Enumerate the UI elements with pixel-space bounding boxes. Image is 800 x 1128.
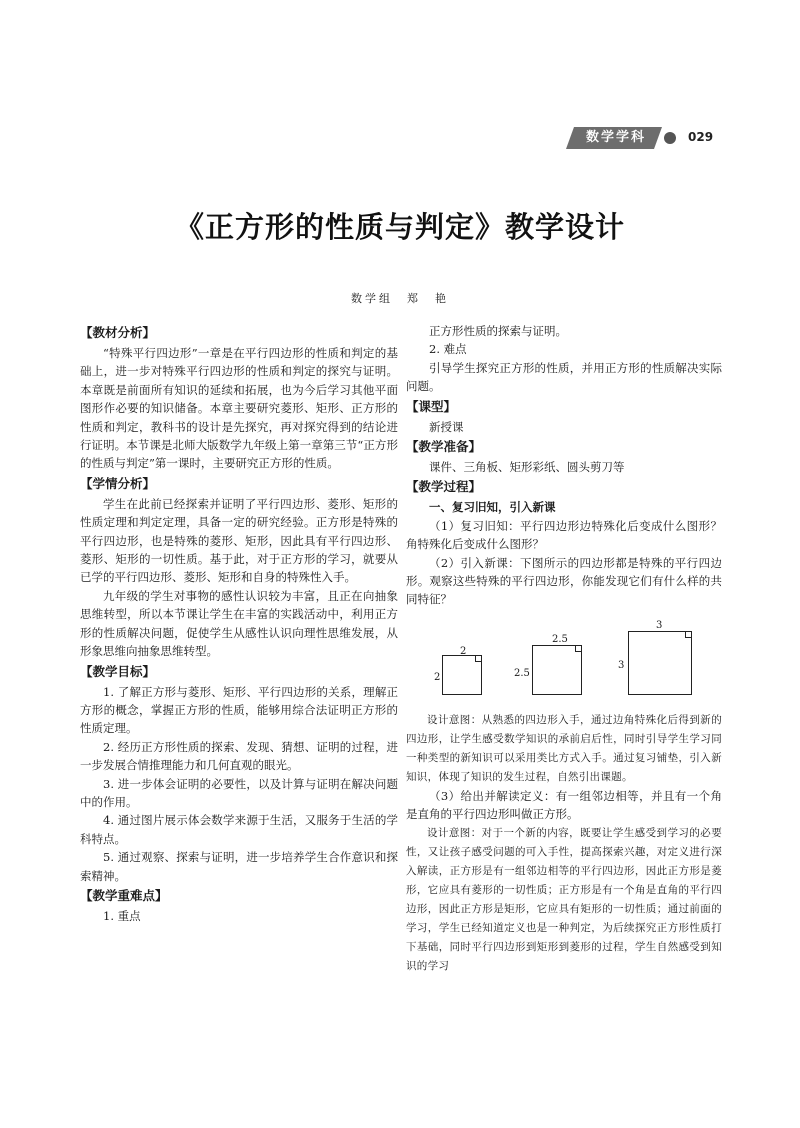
- subsection-heading: 一、复习旧知，引入新课: [429, 500, 556, 515]
- design-note: 设计意图：对于一个新的内容，既要让学生感受到学习的必要性，又让孩子感受问题的可入手性，提高探索兴趣，对定义进行深入解读，正方形是有一组邻边相等的平行四边形，因此正方形是菱形，它应具有菱形的一切性质；正方形是有一个角是直角的平行四边形，因此正方形是矩形，它应具有矩形的一切性质；通过前面的学习，学生已经知道定义也是一种判定，为后续探究正方形性质打下基础，同时平行四边形到矩形到菱形的过程，学生自然感受到知识的学习: [406, 826, 722, 972]
- subject-tag-text: 数学学科: [585, 130, 646, 145]
- paragraph: （2）引入新课：下图所示的四边形都是特殊的平行四边形。观察这些特殊的平行四边形，你能发现它们有什么样的共同特征？: [406, 555, 722, 607]
- left-column: [80, 322, 398, 925]
- paragraph: 引导学生探究正方形的性质，并用正方形的性质解决实际问题。: [406, 360, 722, 394]
- paragraph: 学生在此前已经探索并证明了平行四边形、菱形、矩形的性质定理和判定定理，具备一定的研究经验。正方形是特殊的平行四边形，也是特殊的菱形、矩形，因此具有平行四边形、菱形、矩形的一切性质。基于此，对于正方形的学习，就要从已学的平行四边形、菱形、矩形和自身的特殊性入手。: [80, 496, 398, 585]
- author-line: 数学组 郑 艳: [351, 292, 449, 305]
- square-label: 3: [656, 619, 663, 631]
- paragraph: 正方形性质的探索与证明。: [429, 324, 567, 338]
- square-label: 3: [618, 659, 625, 671]
- section-heading: 【学情分析】: [80, 475, 156, 491]
- design-note: 设计意图：从熟悉的四边形入手，通过边角特殊化后得到新的四边形，让学生感受数学知识的承前启后性，同时引导学生学习同一种类型的新知识可以采用类比方式入手。通过复习铺垫，引入新知识，体现了知识的发生过程，自然引出课题。: [406, 713, 722, 783]
- section-heading: 【教学重难点】: [80, 887, 168, 903]
- page-number: 029: [688, 130, 714, 144]
- squares-figure: [406, 611, 722, 707]
- right-angle-mark: [475, 656, 481, 662]
- square-large: [628, 631, 692, 695]
- dot-icon: [664, 132, 676, 144]
- section-heading: 【教学目标】: [80, 663, 156, 679]
- list-item: 4. 通过图片展示体会数学来源于生活，又服务于生活的学科特点。: [80, 813, 398, 846]
- list-item: 2. 经历正方形性质的探索、发现、猜想、证明的过程，进一步发展合情推理能力和几何直观的眼光。: [80, 739, 398, 773]
- square-label: 2.5: [552, 633, 568, 645]
- paragraph: （3）给出并解读定义：有一组邻边相等，并且有一个角是直角的平行四边形叫做正方形。: [406, 788, 722, 822]
- paragraph: （1）复习旧知：平行四边形边特殊化后变成什么图形？角特殊化后变成什么图形？: [406, 518, 722, 552]
- section-heading: 【课型】: [406, 398, 457, 414]
- paragraph: 九年级的学生对事物的感性认识较为丰富，且正在向抽象思维转型，所以本节课让学生在丰富的实践活动中，利用正方形的性质解决问题，促使学生从感性认识向理性思维发展，从形象思维向抽象思维转型。: [80, 588, 398, 659]
- list-item: 2. 难点: [429, 342, 467, 357]
- list-item: 5. 通过观察、探索与证明，进一步培养学生合作意识和探索精神。: [80, 850, 398, 883]
- list-item: 1. 重点: [103, 908, 141, 923]
- list-item: 3. 进一步体会证明的必要性，以及计算与证明在解决问题中的作用。: [80, 776, 398, 809]
- right-column: [406, 322, 722, 976]
- square-medium: [532, 645, 582, 695]
- paragraph: 课件、三角板、矩形彩纸、圆头剪刀等: [429, 460, 625, 475]
- paragraph: 新授课: [429, 419, 464, 434]
- page-title: 《正方形的性质与判定》教学设计: [174, 210, 625, 244]
- section-heading: 【教材分析】: [80, 325, 156, 340]
- square-label: 2: [460, 645, 467, 657]
- square-label: 2: [434, 671, 441, 683]
- list-item: 1. 了解正方形与菱形、矩形、平行四边形的关系，理解正方形的概念，掌握正方形的性质，能够用综合法证明正方形的性质定理。: [80, 684, 398, 736]
- section-heading: 【教学准备】: [406, 439, 482, 455]
- right-angle-mark: [575, 646, 581, 652]
- section-heading: 【教学过程】: [406, 479, 482, 495]
- right-angle-mark: [685, 632, 691, 638]
- square-label: 2.5: [514, 667, 530, 679]
- subject-tag: [566, 127, 674, 149]
- paragraph: “特殊平行四边形”一章是在平行四边形的性质和判定的基础上，进一步对特殊平行四边形的性质和判定的探究与证明。本章既是前面所有知识的延续和拓展，也为今后学习其他平面图形作必要的知识储备。本章主要研究菱形、矩形、正方形的性质和判定，教科书的设计是先探究，再对探究得到的结论进行证明。本节课是北师大版数学九年级上第一章第三节“正方形的性质与判定”第一课时，主要研究正方形的性质。: [80, 346, 398, 471]
